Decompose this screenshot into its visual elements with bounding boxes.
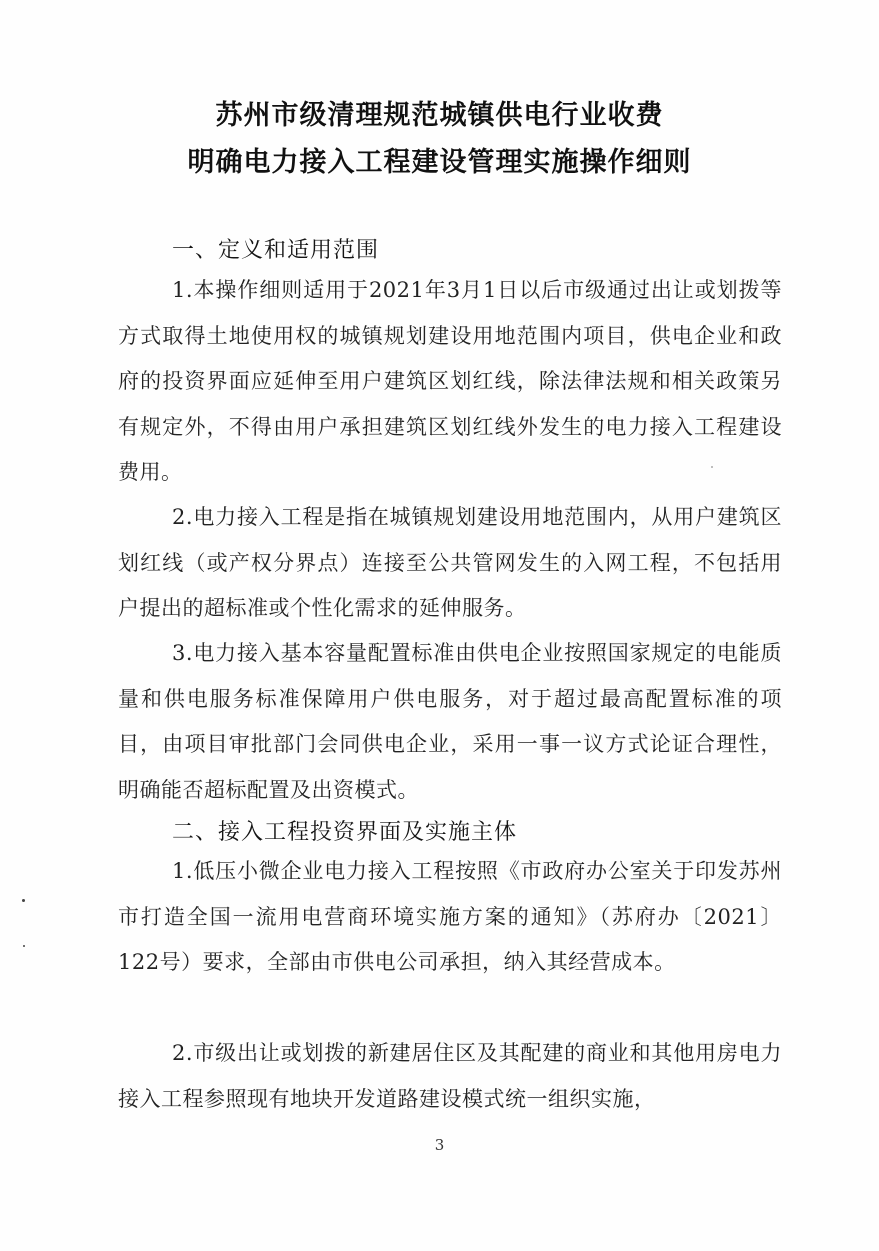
scan-artifact-dot — [22, 899, 25, 902]
section-2-paragraph-2: 2.市级出让或划拨的新建居住区及其配建的商业和其他用房电力接入工程参照现有地块开发道路建设模式统一组织实施， — [118, 1041, 782, 1111]
section-1-paragraph-2: 2.电力接入工程是指在城镇规划建设用地范围内，从用户建筑区划红线（或产权分界点）连接至公共管网发生的入网工程，不包括用户提出的超标准或个性化需求的延伸服务。 — [118, 505, 782, 620]
scan-artifact-dot — [23, 945, 25, 947]
section-2-heading: 二、接入工程投资界面及实施主体 — [172, 820, 518, 845]
section-2-paragraph-1: 1.低压小微企业电力接入工程按照《市政府办公室关于印发苏州市打造全国一流用电营商环境实施方案的通知》（苏府办〔2021〕122号）要求，全部由市供电公司承担，纳入其经营成本。 — [118, 859, 782, 974]
section-1-paragraph-1: 1.本操作细则适用于2021年3月1日以后市级通过出让或划拨等方式取得土地使用权的城镇规划建设用地范围内项目，供电企业和政府的投资界面应延伸至用户建筑区划红线，除法律法规和相关政策另有规定外，不得由用户承担建筑区划红线外发生的电力接入工程建设费用。 — [118, 278, 782, 484]
document-title-line-1: 苏州市级清理规范城镇供电行业收费 — [215, 100, 664, 131]
scan-artifact-dot — [711, 466, 713, 468]
section-1-heading: 一、定义和适用范围 — [172, 238, 380, 263]
page-number: 3 — [434, 1136, 445, 1154]
section-1-paragraph-3: 3.电力接入基本容量配置标准由供电企业按照国家规定的电能质量和供电服务标准保障用户供电服务，对于超过最高配置标准的项目，由项目审批部门会同供电企业，采用一事一议方式论证合理性，明确能否超标配置及出资模式。 — [118, 641, 782, 802]
document-title-line-2: 明确电力接入工程建设管理实施操作细则 — [187, 147, 692, 178]
